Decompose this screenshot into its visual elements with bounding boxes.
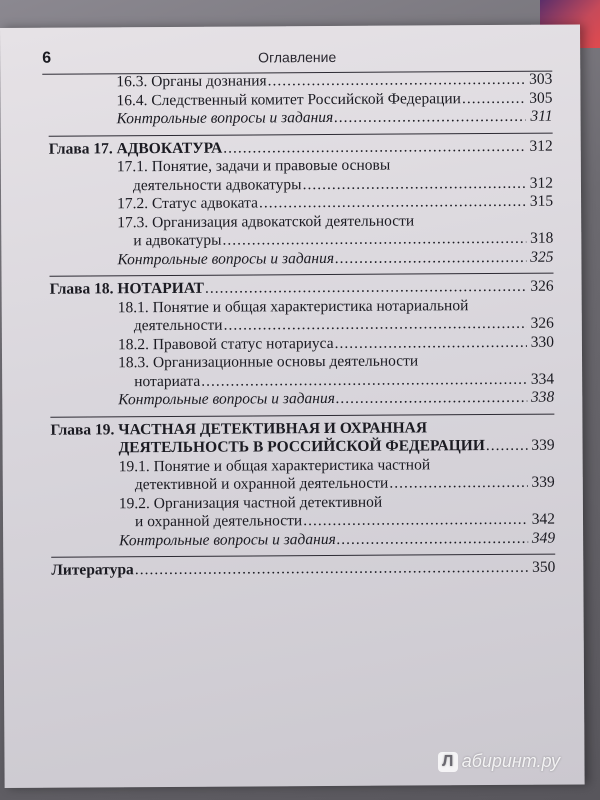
dot-leader xyxy=(462,89,526,108)
toc-entry-line1: 17.1. Понятие, задачи и правовые основы xyxy=(116,156,391,176)
chapter-page: 339 xyxy=(531,436,555,454)
toc-entry-label: деятельности адвокатуры xyxy=(132,175,302,194)
dot-leader xyxy=(222,230,526,250)
toc-entry-page: 315 xyxy=(529,192,554,210)
toc-entry-label: Контрольные вопросы и задания xyxy=(117,249,335,268)
dot-leader xyxy=(268,71,526,91)
chapter-19 xyxy=(50,413,555,551)
toc-entry-label: Контрольные вопросы и задания xyxy=(119,530,336,549)
toc-entry-questions xyxy=(118,389,554,410)
toc-entry-page: 303 xyxy=(529,70,553,88)
toc-entry-label: и адвокатуры xyxy=(133,231,222,250)
running-title: Оглавление xyxy=(258,48,337,66)
toc-entry-line1: 19.2. Организация частной детективной xyxy=(118,493,383,512)
dot-leader xyxy=(201,370,527,390)
dot-leader xyxy=(135,559,529,580)
chapter-title-line2: ДЕЯТЕЛЬНОСТЬ В РОССИЙСКОЙ ФЕДЕРАЦИИ xyxy=(118,437,485,457)
literature-page: 350 xyxy=(532,558,556,576)
dot-leader xyxy=(303,511,528,531)
watermark xyxy=(438,751,560,772)
toc-entry-label: 16.4. Следственный комитет Российской Федерации xyxy=(116,89,462,109)
toc-entry xyxy=(135,474,555,495)
toc-entry-line1: 18.1. Понятие и общая характеристика нотариальной xyxy=(117,296,469,316)
chapter-18 xyxy=(50,273,555,411)
toc-entry-page: 318 xyxy=(529,229,554,247)
toc-entry-line1: 19.1. Понятие и общая характеристика частной xyxy=(118,455,431,475)
literature-block xyxy=(51,554,555,581)
dot-leader xyxy=(205,278,527,298)
dot-leader xyxy=(336,389,527,409)
toc-entry-page: 311 xyxy=(530,107,553,125)
literature-entry xyxy=(51,559,555,581)
toc-entry xyxy=(118,333,554,354)
chapter-17 xyxy=(49,132,554,270)
toc-entry-label: 16.3. Органы дознания xyxy=(116,72,267,91)
toc-entry-label: 18.2. Правовой статус нотариуса xyxy=(117,334,334,353)
dot-leader xyxy=(223,137,526,157)
toc-entry-page: 334 xyxy=(530,370,555,388)
dot-leader xyxy=(259,193,526,213)
page-number: 6 xyxy=(42,49,52,67)
watermark-text: абиринт.ру xyxy=(461,751,560,771)
chapter-page: 326 xyxy=(530,277,554,295)
toc-entry-page: 342 xyxy=(531,510,556,528)
book-page xyxy=(0,24,585,788)
toc-entry-page: 349 xyxy=(531,529,556,547)
dot-leader xyxy=(335,333,527,353)
toc-entry-label: детективной и охранной деятельности xyxy=(134,474,389,494)
toc-entry-label: и охранной деятельности xyxy=(134,512,303,531)
chapter-title: Глава 19. ЧАСТНАЯ ДЕТЕКТИВНАЯ И ОХРАННАЯ xyxy=(50,418,428,439)
chapter-heading xyxy=(49,137,553,159)
toc-entry-page: 330 xyxy=(530,333,554,351)
toc-entry-line1: 18.3. Организационные основы деятельности xyxy=(117,352,419,372)
table-of-contents xyxy=(48,71,555,581)
toc-entry-page: 325 xyxy=(530,248,554,266)
chapter-page: 312 xyxy=(529,137,553,155)
toc-entry-label: деятельности xyxy=(133,316,223,335)
toc-entry-label: Контрольные вопросы и задания xyxy=(116,108,334,128)
toc-entry-page: 312 xyxy=(529,174,554,192)
dot-leader xyxy=(224,315,527,335)
dot-leader xyxy=(337,529,528,549)
chapter-heading xyxy=(50,278,554,300)
toc-entry-line1: 17.3. Организация адвокатской деятельности xyxy=(117,211,415,231)
dot-leader xyxy=(303,174,527,194)
toc-entry-page: 339 xyxy=(531,473,555,491)
toc-entry-label: нотариата xyxy=(134,372,201,390)
toc-entry-label: 17.2. Статус адвоката xyxy=(117,194,259,213)
labirint-logo-icon: Л xyxy=(438,752,458,772)
toc-entry-label: Контрольные вопросы и задания xyxy=(118,389,335,409)
chapter-heading xyxy=(119,437,555,458)
dot-leader xyxy=(334,108,525,128)
toc-entry-questions xyxy=(117,108,553,129)
toc-entry-page: 338 xyxy=(530,388,555,406)
toc-entry-questions xyxy=(119,529,555,550)
toc-entry-questions xyxy=(117,248,553,269)
chapter-title: Глава 17. АДВОКАТУРА xyxy=(48,139,223,158)
toc-entry xyxy=(117,193,553,214)
dot-leader xyxy=(389,474,528,493)
dot-leader xyxy=(486,437,528,456)
chapter-title: Глава 18. НОТАРИАТ xyxy=(49,279,205,298)
literature-title: Литература xyxy=(51,561,134,579)
dot-leader xyxy=(335,248,526,268)
toc-entry-page: 326 xyxy=(530,314,554,332)
toc-entry-page: 305 xyxy=(529,89,553,107)
